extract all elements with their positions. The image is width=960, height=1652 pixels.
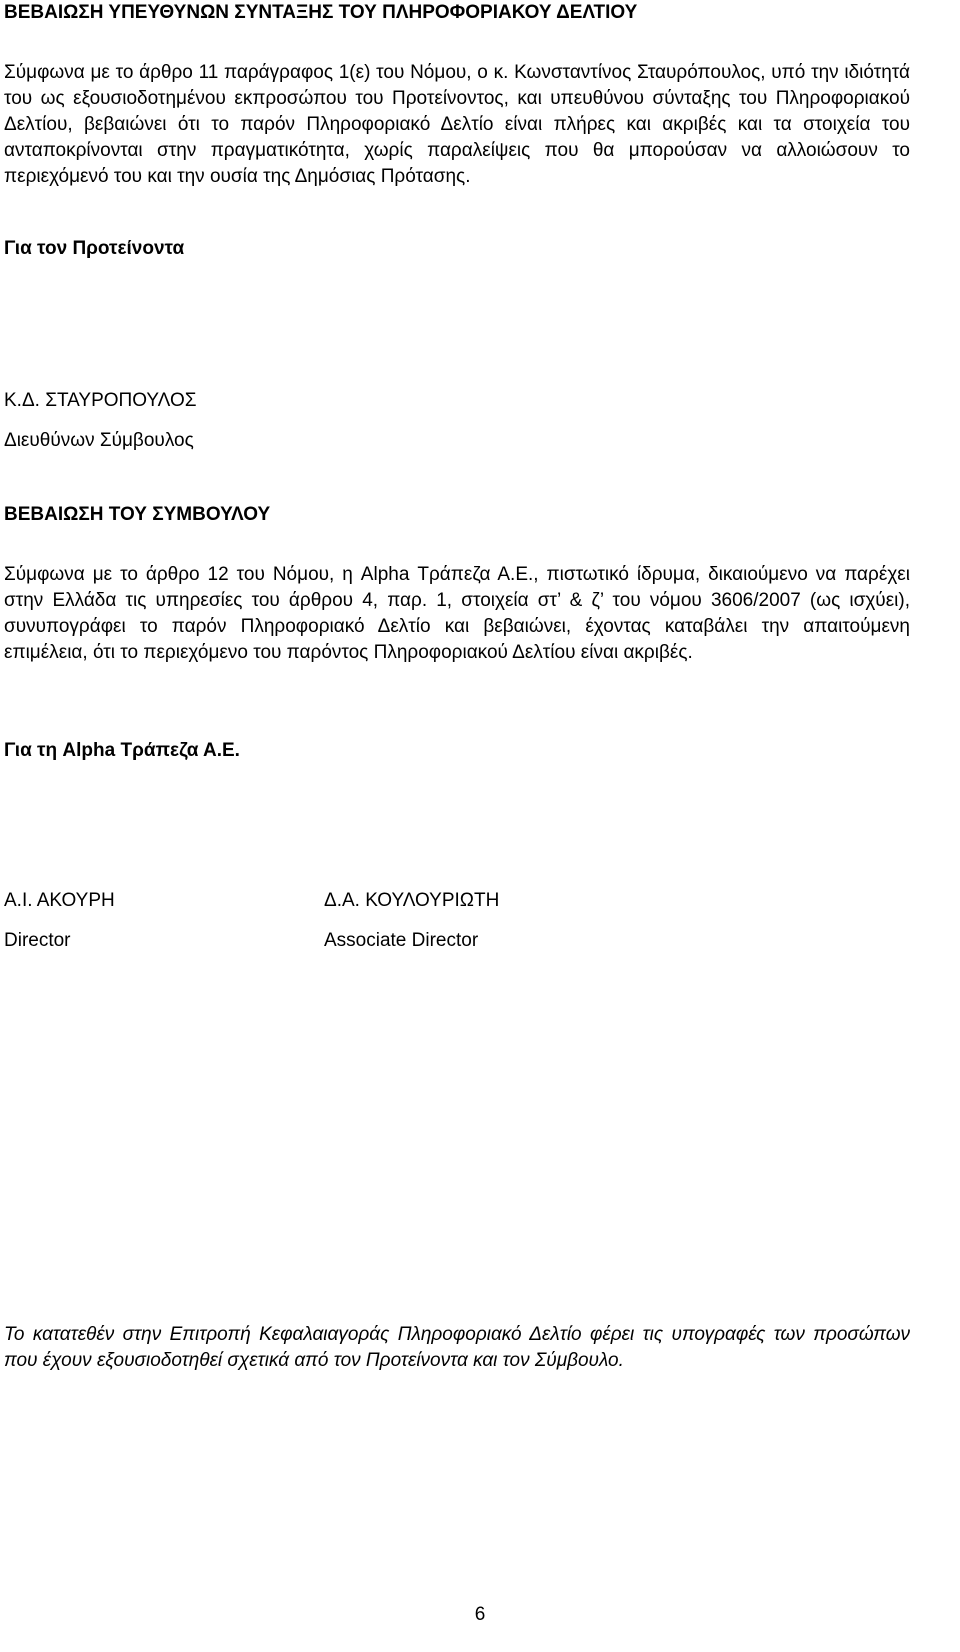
for-advisor-label: Για τη Alpha Τράπεζα Α.Ε. [4, 740, 240, 761]
authors-declaration-title: ΒΕΒΑΙΩΣΗ ΥΠΕΥΘΥΝΩΝ ΣΥΝΤΑΞΗΣ ΤΟΥ ΠΛΗΡΟΦΟΡΙΑΚΟΥ ΔΕΛΤΙΟΥ [4, 2, 638, 23]
page-number: 6 [474, 1604, 486, 1625]
offeror-signatory-name: Κ.Δ. ΣΤΑΥΡΟΠΟΥΛΟΣ [4, 390, 197, 411]
advisor-declaration-title: ΒΕΒΑΙΩΣΗ ΤΟΥ ΣΥΜΒΟΥΛΟΥ [4, 504, 271, 525]
offeror-signatory-role: Διευθύνων Σύμβουλος [4, 430, 194, 451]
for-offeror-label: Για τον Προτείνοντα [4, 238, 185, 259]
advisor-signatory-1-name: Α.Ι. ΑΚΟΥΡΗ [4, 890, 115, 911]
footer-note: Το κατατεθέν στην Επιτροπή Κεφαλαιαγοράς Πληροφοριακό Δελτίο φέρει τις υπογραφές των προσώπων που έχουν εξουσιοδοτηθεί σχετικά από τον Προτείνοντα και τον Σύμβουλο. [4, 1324, 910, 1371]
advisor-signatory-2-name: Δ.Α. ΚΟΥΛΟΥΡΙΩΤΗ [324, 890, 500, 911]
authors-declaration-paragraph: Σύμφωνα με το άρθρο 11 παράγραφος 1(ε) του Νόμου, ο κ. Κωνσταντίνος Σταυρόπουλος, υπό την ιδιότητά του ως εξουσιοδοτημένου εκπροσώπου του Προτείνοντος, και υπευθύνου σύνταξης του Πληροφοριακού Δελτίου, βεβαιώνει ότι το παρόν Πληροφοριακό Δελτίο είναι πλήρες και ακριβές και τα στοιχεία του ανταποκρίνονται στην πραγματικότητα, χωρίς παραλείψεις που θα μπορούσαν να αλλοιώσουν το περιεχόμενό του και την ουσία της Δημόσιας Πρότασης. [4, 62, 910, 187]
advisor-signatory-2-role: Associate Director [324, 930, 479, 951]
advisor-declaration-paragraph: Σύμφωνα με το άρθρο 12 του Νόμου, η Alpha Τράπεζα Α.Ε., πιστωτικό ίδρυμα, δικαιούμενο να παρέχει στην Ελλάδα τις υπηρεσίες του άρθρου 4, παρ. 1, στοιχεία στ’ & ζ’ του νόμου 3606/2007 (ως ισχύει), συνυπογράφει το παρόν Πληροφοριακό Δελτίο και βεβαιώνει, έχοντας καταβάλει την απαιτούμενη επιμέλεια, ότι το περιεχόμενο του παρόντος Πληροφοριακού Δελτίου είναι ακριβές. [4, 564, 910, 663]
advisor-signatory-1-role: Director [4, 930, 71, 951]
